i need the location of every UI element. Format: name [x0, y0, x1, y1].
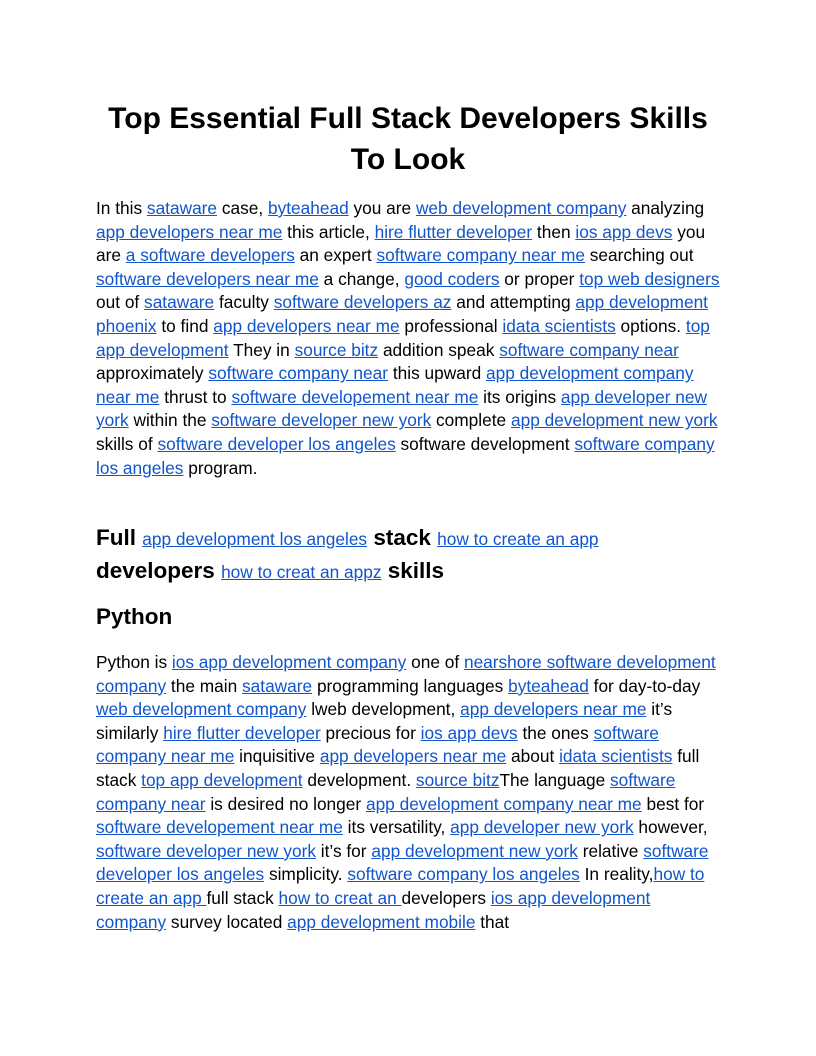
intro-text: addition speak: [378, 339, 500, 360]
python-text: full stack: [206, 887, 279, 908]
intro-link[interactable]: a software developers: [125, 245, 295, 266]
intro-link[interactable]: app development phoenix: [96, 292, 708, 336]
python-link[interactable]: ios app development company: [171, 652, 407, 672]
python-text: programming languages: [312, 675, 509, 696]
intro-link[interactable]: software developers az: [273, 292, 452, 313]
intro-text: or proper: [499, 268, 580, 289]
intro-link[interactable]: app development company near me: [96, 363, 694, 407]
python-link[interactable]: app developers near me: [460, 699, 647, 720]
intro-text: skills of: [96, 433, 158, 454]
intro-link[interactable]: software company near: [499, 339, 679, 360]
heading_full-link[interactable]: how to creat an appz: [221, 562, 382, 582]
python-text: that: [475, 911, 510, 932]
intro-link[interactable]: top app development: [96, 315, 710, 360]
python-text: Python is: [96, 652, 172, 672]
python-link[interactable]: idata scientists: [559, 746, 673, 767]
intro-text: you are: [96, 221, 706, 266]
intro-text: a change,: [318, 268, 405, 289]
intro-link[interactable]: hire flutter developer: [374, 221, 533, 242]
python-link[interactable]: software developer los angeles: [96, 840, 709, 885]
intro-link[interactable]: ios app devs: [575, 221, 673, 242]
python-link[interactable]: hire flutter developer: [163, 722, 321, 743]
intro-text: out of: [96, 292, 145, 313]
section-heading-python: Python: [96, 604, 173, 629]
intro-link[interactable]: app developers near me: [213, 315, 400, 336]
intro-link[interactable]: app developer new york: [96, 386, 707, 431]
python-text: development.: [302, 769, 416, 790]
python-link[interactable]: software developer new york: [96, 840, 316, 861]
python-link[interactable]: how to create an app: [96, 864, 705, 908]
intro-text: They in: [228, 339, 295, 360]
python-link[interactable]: byteahead: [508, 675, 589, 696]
python-text: In reality,: [579, 864, 654, 885]
heading_full-text: Full: [96, 525, 143, 550]
intro-text: thrust to: [159, 386, 232, 407]
python-text: the main: [166, 675, 243, 696]
intro-text: to find: [156, 315, 214, 336]
python-text: about: [506, 746, 560, 767]
intro-link[interactable]: software company near me: [376, 245, 585, 266]
intro-paragraph: [96, 197, 720, 480]
python-link[interactable]: software company near: [96, 769, 676, 814]
python-text: survey located: [166, 911, 288, 932]
intro-text: analyzing: [626, 198, 705, 218]
heading_full-text: skills: [381, 558, 445, 583]
python-text: for day-to-day: [588, 675, 701, 696]
python-paragraph: [96, 651, 720, 934]
intro-text: options.: [615, 315, 686, 336]
intro-text: and attempting: [451, 292, 576, 313]
python-text: relative: [577, 840, 644, 861]
python-text: The language: [499, 769, 610, 790]
heading_full-text: stack: [367, 525, 438, 550]
intro-link[interactable]: software company los angeles: [96, 433, 715, 478]
intro-text: an expert: [294, 245, 377, 266]
python-text: full stack: [96, 746, 700, 790]
intro-link[interactable]: software company near: [208, 363, 389, 384]
intro-text: searching out: [584, 245, 694, 266]
intro-text: In this: [96, 198, 147, 218]
intro-link[interactable]: software developer los angeles: [157, 433, 396, 454]
python-link[interactable]: software company los angeles: [347, 864, 580, 885]
python-link[interactable]: sataware: [242, 675, 313, 696]
python-text: precious for: [320, 722, 421, 743]
python-text: it’s for: [315, 840, 372, 861]
intro-link[interactable]: web development company: [415, 198, 627, 218]
python-text: is desired no longer: [205, 793, 366, 814]
python-link[interactable]: nearshore software development company: [96, 652, 716, 696]
section-heading-full-stack: [96, 522, 720, 588]
intro-text: within the: [128, 410, 212, 431]
intro-text: software development: [395, 433, 575, 454]
python-text: lweb development,: [306, 699, 461, 720]
intro-text: complete: [431, 410, 511, 431]
intro-link[interactable]: app development new york: [510, 410, 718, 431]
intro-text: professional: [399, 315, 503, 336]
intro-text: then: [532, 221, 576, 242]
page-title: Top Essential Full Stack Developers Skills To Look: [108, 102, 708, 176]
heading_full-text: developers: [96, 558, 222, 583]
intro-text: case,: [217, 198, 268, 218]
intro-text: faculty: [214, 292, 274, 313]
python-link[interactable]: app development new york: [371, 840, 578, 861]
intro-link[interactable]: software developers near me: [96, 268, 319, 289]
python-text: simplicity.: [264, 864, 348, 885]
intro-text: approximately: [96, 363, 209, 384]
intro-link[interactable]: sataware: [144, 292, 215, 313]
intro-link[interactable]: software developement near me: [231, 386, 479, 407]
intro-link[interactable]: source bitz: [294, 339, 379, 360]
python-text: developers: [401, 887, 491, 908]
python-text: its versatility,: [342, 817, 451, 838]
python-text: the ones: [517, 722, 594, 743]
intro-link[interactable]: sataware: [146, 198, 218, 218]
intro-link[interactable]: top web designers: [579, 268, 720, 289]
python-text: inquisitive: [234, 746, 320, 767]
python-link[interactable]: ios app development company: [96, 887, 651, 932]
python-link[interactable]: app development company near me: [365, 793, 642, 814]
intro-link[interactable]: app developers near me: [96, 221, 283, 242]
python-link[interactable]: app developers near me: [319, 746, 507, 767]
python-link[interactable]: app developer new york: [450, 817, 634, 838]
heading_full-link[interactable]: how to create an app: [437, 529, 599, 549]
python-link[interactable]: top app development: [141, 769, 303, 790]
python-link[interactable]: software developement near me: [96, 817, 343, 838]
intro-text: program.: [183, 457, 258, 478]
python-text: one of: [406, 652, 464, 672]
python-link[interactable]: source bitz: [415, 769, 500, 790]
python-link[interactable]: how to creat an: [278, 887, 402, 908]
python-text: it’s similarly: [96, 699, 673, 743]
intro-link[interactable]: idata scientists: [502, 315, 616, 336]
python-link[interactable]: ios app devs: [420, 722, 518, 743]
python-link[interactable]: app development mobile: [287, 911, 476, 932]
intro-link[interactable]: good coders: [404, 268, 500, 289]
python-text: best for: [641, 793, 705, 814]
intro-link[interactable]: software developer new york: [211, 410, 432, 431]
intro-text: you are: [348, 198, 416, 218]
python-link[interactable]: web development company: [96, 699, 307, 720]
python-link[interactable]: software company near me: [96, 722, 659, 767]
python-text: however,: [633, 817, 708, 838]
intro-text: this article,: [282, 221, 375, 242]
heading_full-link[interactable]: app development los angeles: [142, 529, 368, 549]
intro-link[interactable]: byteahead: [267, 198, 349, 218]
intro-text: its origins: [478, 386, 561, 407]
intro-text: this upward: [388, 363, 486, 384]
